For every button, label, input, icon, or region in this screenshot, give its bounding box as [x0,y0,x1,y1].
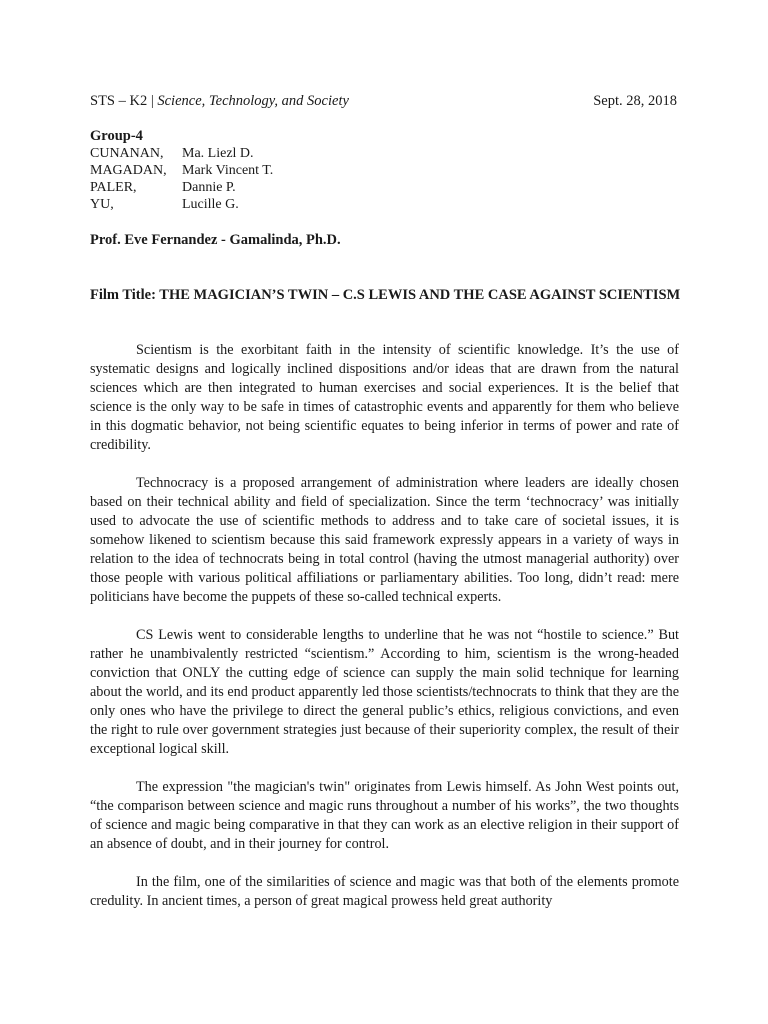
essay-body [90,341,679,930]
course-code: STS – K2 | [90,93,154,109]
document-date: Sept. 28, 2018 [593,93,677,109]
paragraph-technocracy: Technocracy is a proposed arrangement of administration where leaders are ideally chosen based on their technical ability and field of specialization. Since the term ‘technocracy’ was initially used to advocate the use of scientific methods to address and to take care of societal issues, it is somehow likened to scientism because this said framework expressly appears in a variety of ways in relation to the idea of technocrats being in total control (having the utmost managerial authority) over those people with various political affiliations or parliamentary abilities. Too long, didn’t read: mere politicians have become the puppets of these so-called technical experts. [90,475,679,605]
film-title: Film Title: THE MAGICIAN’S TWIN – C.S LEWIS AND THE CASE AGAINST SCIENTISM [90,287,681,303]
member-surname: CUNANAN, [90,146,164,161]
member-surname: MAGADAN, [90,163,167,178]
member-surname: YU, [90,197,114,212]
paragraph-magicians-twin: The expression "the magician's twin" originates from Lewis himself. As John West points out, “the comparison between science and magic runs throughout a number of his works”, the two thoughts of science and magic being comparative in that they can work as an elective religion in their support of an absence of doubt, and in their journey for control. [90,779,679,852]
group-member [90,180,390,198]
document-header [90,93,677,113]
course-heading [90,93,349,110]
course-name: Science, Technology, and Society [157,93,349,109]
group-member [90,146,390,164]
member-given-name: Mark Vincent T. [182,163,274,178]
paragraph-cs-lewis: CS Lewis went to considerable lengths to underline that he was not “hostile to science.” But rather he unambivalently restricted “scientism.” According to him, scientism is the wrong-headed conviction that ONLY the cutting edge of science can supply the main solid technique for learning about the world, and its end product apparently led those scientists/technocrats to think that they are the only ones who have the privilege to direct the general public’s ethics, religious convictions, and even the right to rule over government strategies just because of their superiority complex, the result of their exceptional logical skill. [90,627,679,757]
paragraph-film: In the film, one of the similarities of science and magic was that both of the elements promote credulity. In ancient times, a person of great magical prowess held great authority [90,874,679,909]
paragraph-scientism: Scientism is the exorbitant faith in the intensity of scientific knowledge. It’s the use of systematic designs and logically inclined dispositions and/or ideas that are drawn from the natural sciences which are then integrated to human exercises and social experiences. It is the belief that science is the only way to be safe in times of catastrophic events and apparently for them who believe in this dogmatic behavior, not being scientific equates to being inferior in terms of power and rate of credibility. [90,342,679,453]
group-member [90,163,390,181]
member-given-name: Dannie P. [182,180,236,195]
group-title: Group-4 [90,128,143,144]
member-given-name: Lucille G. [182,197,239,212]
member-given-name: Ma. Liezl D. [182,146,254,161]
professor-name: Prof. Eve Fernandez - Gamalinda, Ph.D. [90,232,341,248]
group-member [90,197,390,215]
member-surname: PALER, [90,180,137,195]
